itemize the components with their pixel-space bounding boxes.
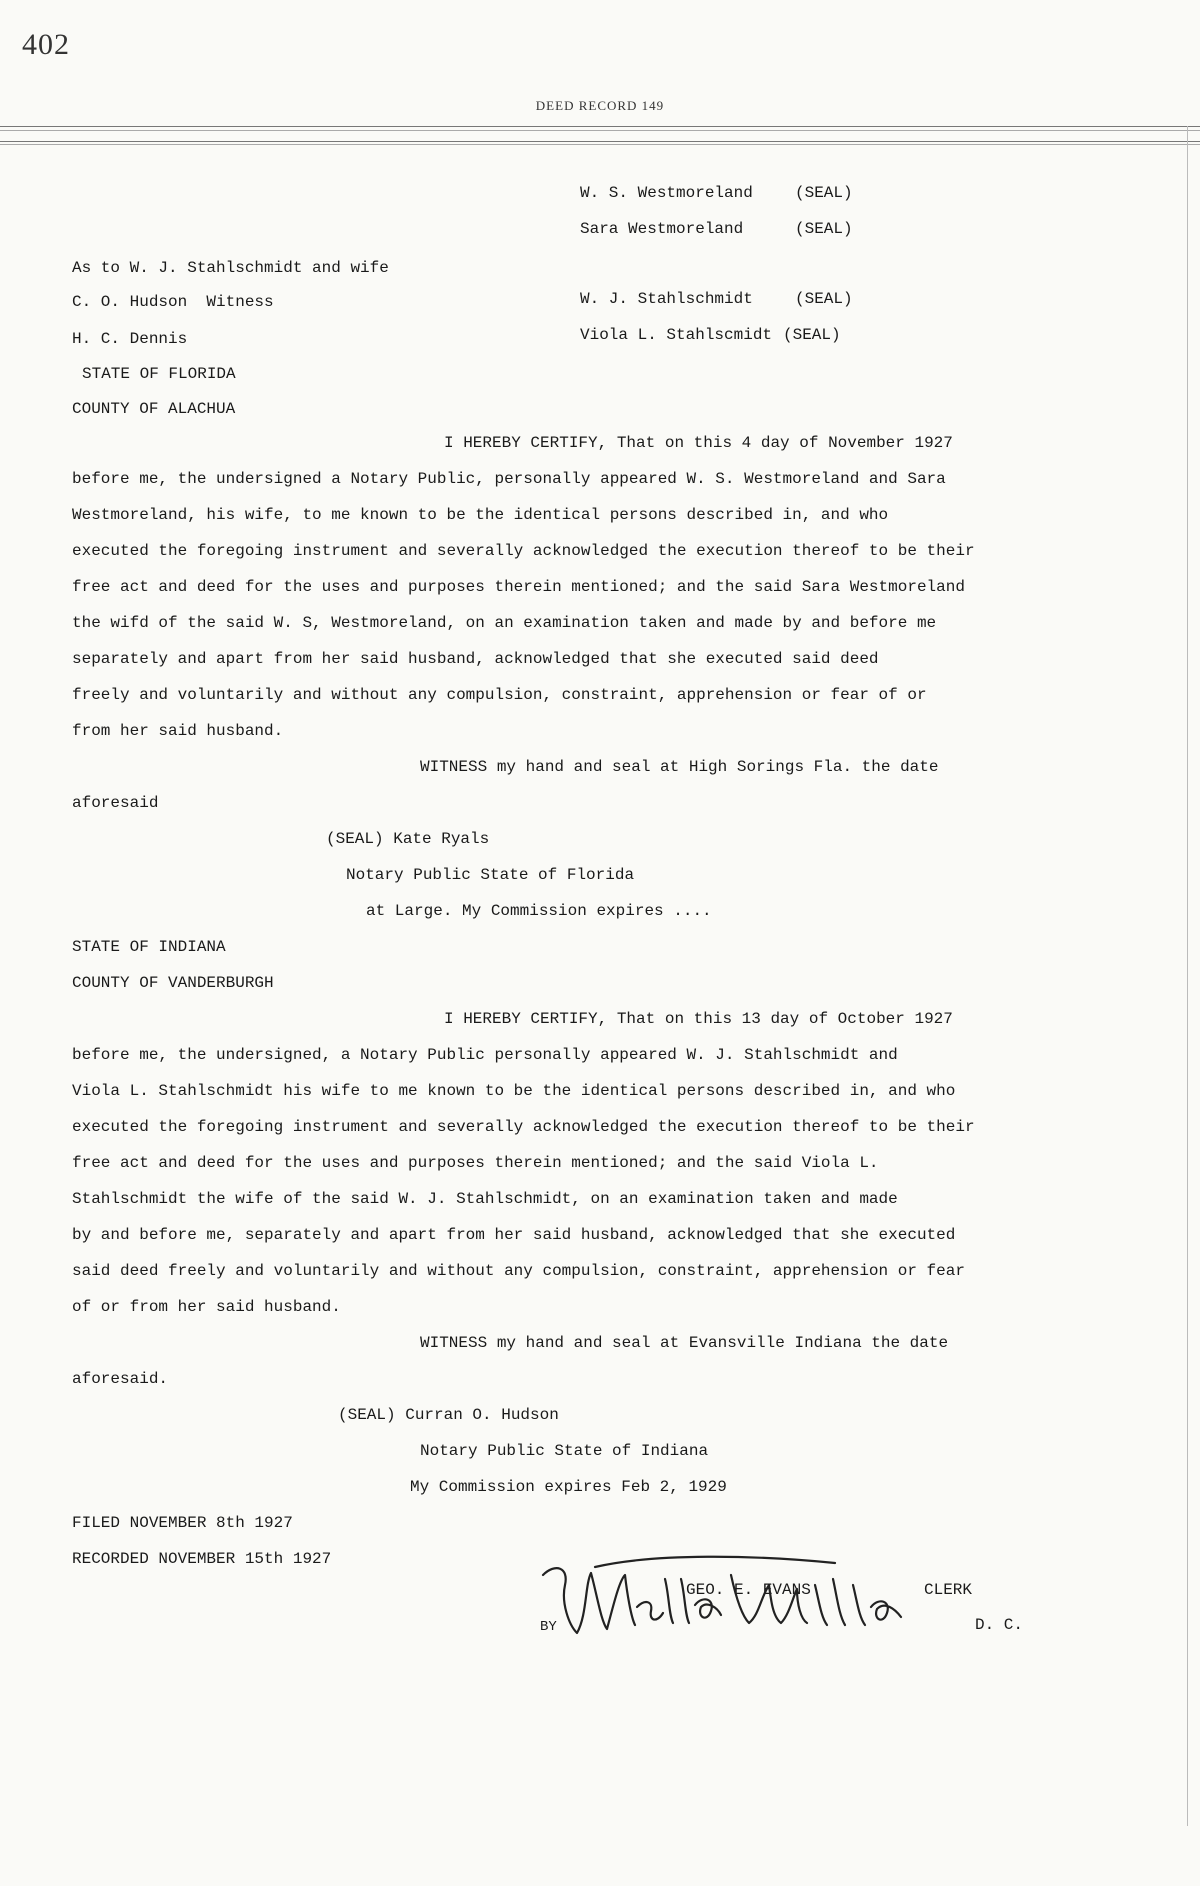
signature-name: Sara Westmoreland — [580, 220, 744, 238]
indiana-body-line: of or from her said husband. — [72, 1298, 341, 1316]
florida-body-line: before me, the undersigned a Notary Public, personally appeared W. S. Westmoreland and Sara — [72, 470, 946, 488]
indiana-certify-line: I HEREBY CERTIFY, That on this 13 day of October 1927 — [444, 1010, 953, 1028]
indiana-body-line: before me, the undersigned, a Notary Public personally appeared W. J. Stahlschmidt and — [72, 1046, 898, 1064]
florida-notary-name: (SEAL) Kate Ryals — [326, 830, 490, 848]
indiana-body-line: said deed freely and voluntarily and without any compulsion, constraint, apprehension or fear — [72, 1262, 965, 1280]
by-label: BY — [540, 1619, 557, 1635]
indiana-body-line: executed the foregoing instrument and severally acknowledged the execution thereof to be their — [72, 1118, 975, 1136]
signature-name: W. S. Westmoreland — [580, 184, 753, 202]
recorded-date: RECORDED NOVEMBER 15th 1927 — [72, 1550, 332, 1568]
indiana-body-line: by and before me, separately and apart from her said husband, acknowledged that she executed — [72, 1226, 956, 1244]
florida-certify-line: I HEREBY CERTIFY, That on this 4 day of November 1927 — [444, 434, 953, 452]
indiana-witness-line: WITNESS my hand and seal at Evansville Indiana the date — [420, 1334, 949, 1352]
florida-county: COUNTY OF ALACHUA — [72, 400, 236, 418]
signature-seal: (SEAL) — [795, 290, 853, 308]
clerk-name: GEO. E. EVANS — [686, 1581, 811, 1599]
header-rule — [0, 126, 1200, 127]
florida-witness-line: WITNESS my hand and seal at High Sorings Fla. the date — [420, 758, 939, 776]
witness-hudson: C. O. Hudson Witness — [72, 293, 274, 311]
florida-body-line: the wifd of the said W. S, Westmoreland, on an examination taken and made by and before me — [72, 614, 937, 632]
florida-aforesaid: aforesaid — [72, 794, 159, 812]
florida-body-line: from her said husband. — [72, 722, 284, 740]
indiana-body-line: Viola L. Stahlschmidt his wife to me known to be the identical persons described in, and who — [72, 1082, 956, 1100]
indiana-notary-commission: My Commission expires Feb 2, 1929 — [410, 1478, 727, 1496]
florida-body-line: freely and voluntarily and without any compulsion, constraint, apprehension or fear of or — [72, 686, 927, 704]
clerk-title: CLERK — [924, 1581, 973, 1599]
indiana-notary-title: Notary Public State of Indiana — [420, 1442, 709, 1460]
indiana-notary-name: (SEAL) Curran O. Hudson — [338, 1406, 559, 1424]
signature-seal: (SEAL) — [795, 184, 853, 202]
header-rule — [0, 144, 1200, 145]
handwritten-signature — [535, 1545, 915, 1645]
indiana-aforesaid: aforesaid. — [72, 1370, 169, 1388]
witness-as-to: As to W. J. Stahlschmidt and wife — [72, 259, 389, 277]
filed-date: FILED NOVEMBER 8th 1927 — [72, 1514, 293, 1532]
indiana-county: COUNTY OF VANDERBURGH — [72, 974, 274, 992]
page-number: 402 — [22, 28, 70, 61]
deputy-clerk-label: D. C. — [975, 1616, 1024, 1634]
header-title: DEED RECORD 149 — [535, 98, 665, 113]
signature-seal: (SEAL) — [795, 220, 853, 238]
page-edge — [1187, 126, 1188, 1826]
indiana-body-line: Stahlschmidt the wife of the said W. J. Stahlschmidt, on an examination taken and made — [72, 1190, 898, 1208]
florida-body-line: separately and apart from her said husband, acknowledged that she executed said deed — [72, 650, 879, 668]
indiana-state: STATE OF INDIANA — [72, 938, 226, 956]
florida-body-line: Westmoreland, his wife, to me known to be the identical persons described in, and who — [72, 506, 889, 524]
florida-state: STATE OF FLORIDA — [82, 365, 236, 383]
florida-body-line: executed the foregoing instrument and severally acknowledged the execution thereof to be their — [72, 542, 975, 560]
florida-notary-title: Notary Public State of Florida — [346, 866, 635, 884]
signature-name: Viola L. Stahlscmidt — [580, 326, 773, 344]
header-rule — [0, 130, 1200, 131]
signature-seal: (SEAL) — [783, 326, 841, 344]
header-rule — [0, 141, 1200, 142]
florida-body-line: free act and deed for the uses and purposes therein mentioned; and the said Sara Westmoreland — [72, 578, 965, 596]
signature-name: W. J. Stahlschmidt — [580, 290, 753, 308]
indiana-body-line: free act and deed for the uses and purposes therein mentioned; and the said Viola L. — [72, 1154, 879, 1172]
witness-dennis: H. C. Dennis — [72, 330, 188, 348]
florida-notary-commission: at Large. My Commission expires .... — [366, 902, 712, 920]
